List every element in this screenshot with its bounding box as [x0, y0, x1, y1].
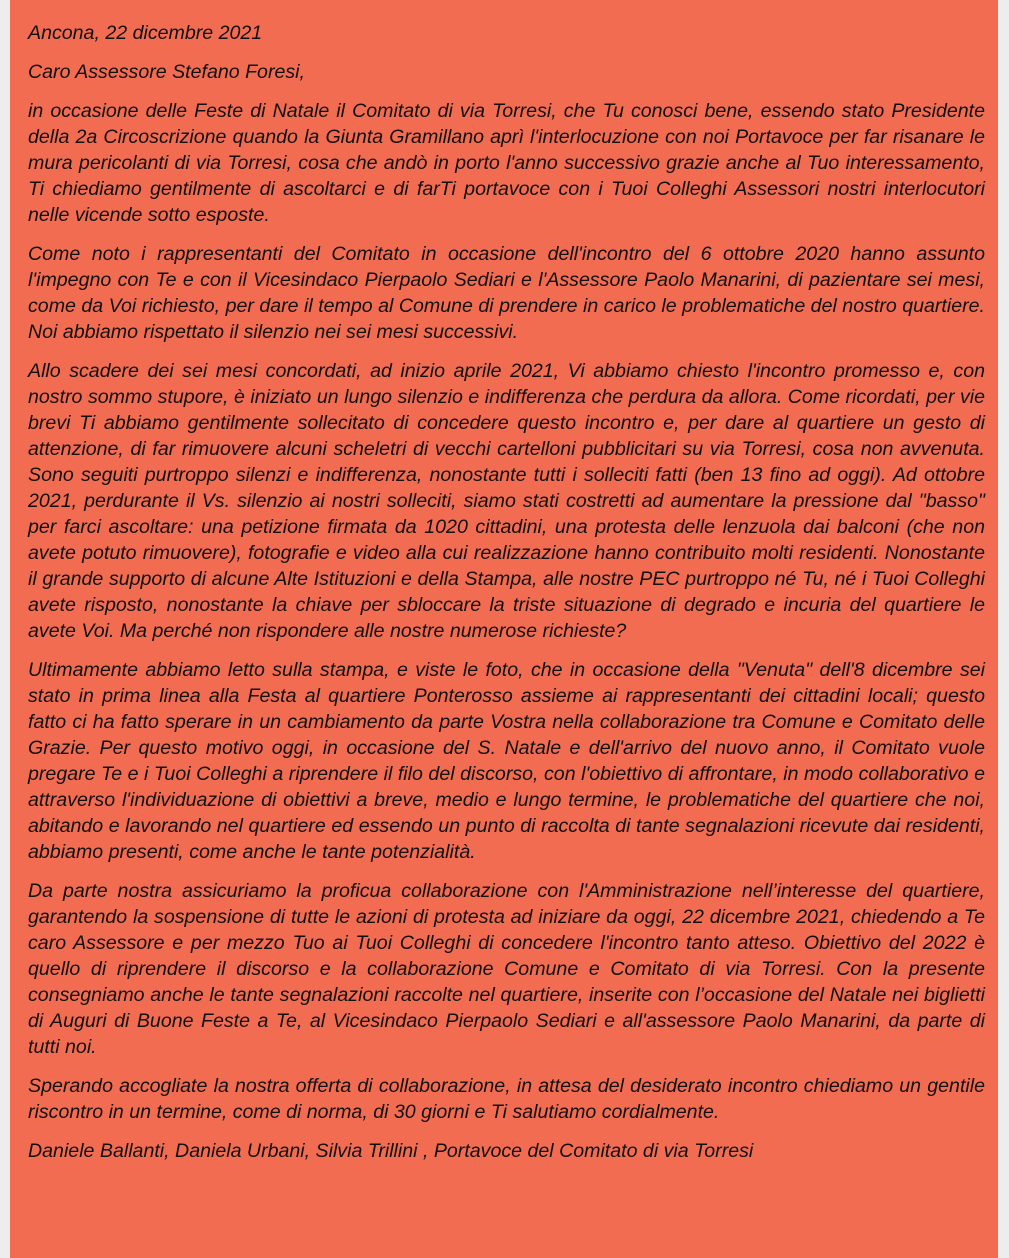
paragraph-silence: Allo scadere dei sei mesi concordati, ad inizio aprile 2021, Vi abbiamo chiesto l'incontro promesso e, con nostro sommo stupore, è iniziato un lungo silenzio e indifferenza che perdura da allora. Come ricordati, per vie brevi Ti abbiamo gentilmente sollecitato di concedere questo incontro e, per dare al quartiere un gesto di attenzione, di far rimuovere alcuni scheletri di vecchi cartelloni pubblicitari su via Torresi, cosa non avvenuta. Sono seguiti purtroppo silenzi e indifferenza, nonostante tutti i solleciti fatti (ben 13 fino ad oggi). Ad ottobre 2021, perdurante il Vs. silenzio ai nostri solleciti, siamo stati costretti ad aumentare la pressione dal "basso" per farci ascoltare: una petizione firmata da 1020 cittadini, una protesta delle lenzuola dai balconi (che non avete potuto rimuovere), fotografie e video alla cui realizzazione hanno contribuito molti residenti. Nonostante il grande supporto di alcune Alte Istituzioni e della Stampa, alle nostre PEC purtroppo né Tu, né i Tuoi Colleghi avete risposto, nonostante la chiave per sbloccare la triste situazione di degrado e incuria del quartiere le avete Voi. Ma perché non rispondere alle nostre numerose richieste?: [28, 360, 985, 642]
paragraph-closing: Sperando accogliate la nostra offerta di collaborazione, in attesa del desiderato incontro chiediamo un gentile riscontro in un termine, come di norma, di 30 giorni e Ti salutiamo cordialmente.: [28, 1075, 985, 1123]
letter-body: [28, 20, 985, 1177]
paragraph-intro: in occasione delle Feste di Natale il Comitato di via Torresi, che Tu conosci bene, essendo stato Presidente della 2a Circoscrizione quando la Giunta Gramillano aprì l'interlocuzione con noi Portavoce per far risanare le mura pericolanti di via Torresi, cosa che andò in porto l'anno successivo grazie anche al Tuo interessamento, Ti chiediamo gentilmente di ascoltarci e di farTi portavoce con i Tuoi Colleghi Assessori nostri interlocutori nelle vicende sotto esposte.: [28, 100, 985, 226]
paragraph-ponterosso: Ultimamente abbiamo letto sulla stampa, e viste le foto, che in occasione della "Venuta" dell'8 dicembre sei stato in prima linea alla Festa al quartiere Ponterosso assieme ai rappresentanti dei cittadini locali; questo fatto ci ha fatto sperare in un cambiamento da parte Vostra nella collaborazione tra Comune e Comitato delle Grazie. Per questo motivo oggi, in occasione del S. Natale e dell'arrivo del nuovo anno, il Comitato vuole pregare Te e i Tuoi Colleghi a riprendere il filo del discorso, con l'obiettivo di affrontare, in modo collaborativo e attraverso l'individuazione di obiettivi a breve, medio e lungo termine, le problematiche del quartiere che noi, abitando e lavorando nel quartiere ed essendo un punto di raccolta di tante segnalazioni ricevute dai residenti, abbiamo presenti, come anche le tante potenzialità.: [28, 659, 985, 863]
salutation: Caro Assessore Stefano Foresi,: [28, 61, 305, 83]
date-line: Ancona, 22 dicembre 2021: [28, 22, 263, 44]
paragraph-meeting-2020: Come noto i rappresentanti del Comitato in occasione dell'incontro del 6 ottobre 2020 hanno assunto l'impegno con Te e con il Vicesindaco Pierpaolo Sediari e l'Assessore Paolo Manarini, di pazientare sei mesi, come da Voi richiesto, per dare il tempo al Comune di prendere in carico le problematiche del nostro quartiere. Noi abbiamo rispettato il silenzio nei sei mesi successivi.: [28, 243, 985, 343]
signature: Daniele Ballanti, Daniela Urbani, Silvia Trillini , Portavoce del Comitato di via Torresi: [28, 1140, 754, 1162]
letter-page: [10, 0, 998, 1258]
paragraph-collaboration: Da parte nostra assicuriamo la proficua collaborazione con l'Amministrazione nell’interesse del quartiere, garantendo la sospensione di tutte le azioni di protesta ad iniziare da oggi, 22 dicembre 2021, chiedendo a Te caro Assessore e per mezzo Tuo ai Tuoi Colleghi di concedere l'incontro tanto atteso. Obiettivo del 2022 è quello di riprendere il discorso e la collaborazione Comune e Comitato di via Torresi. Con la presente consegniamo anche le tante segnalazioni raccolte nel quartiere, inserite con l’occasione del Natale nei biglietti di Auguri di Buone Feste a Te, al Vicesindaco Pierpaolo Sediari e all'assessore Paolo Manarini, da parte di tutti noi.: [28, 880, 985, 1058]
